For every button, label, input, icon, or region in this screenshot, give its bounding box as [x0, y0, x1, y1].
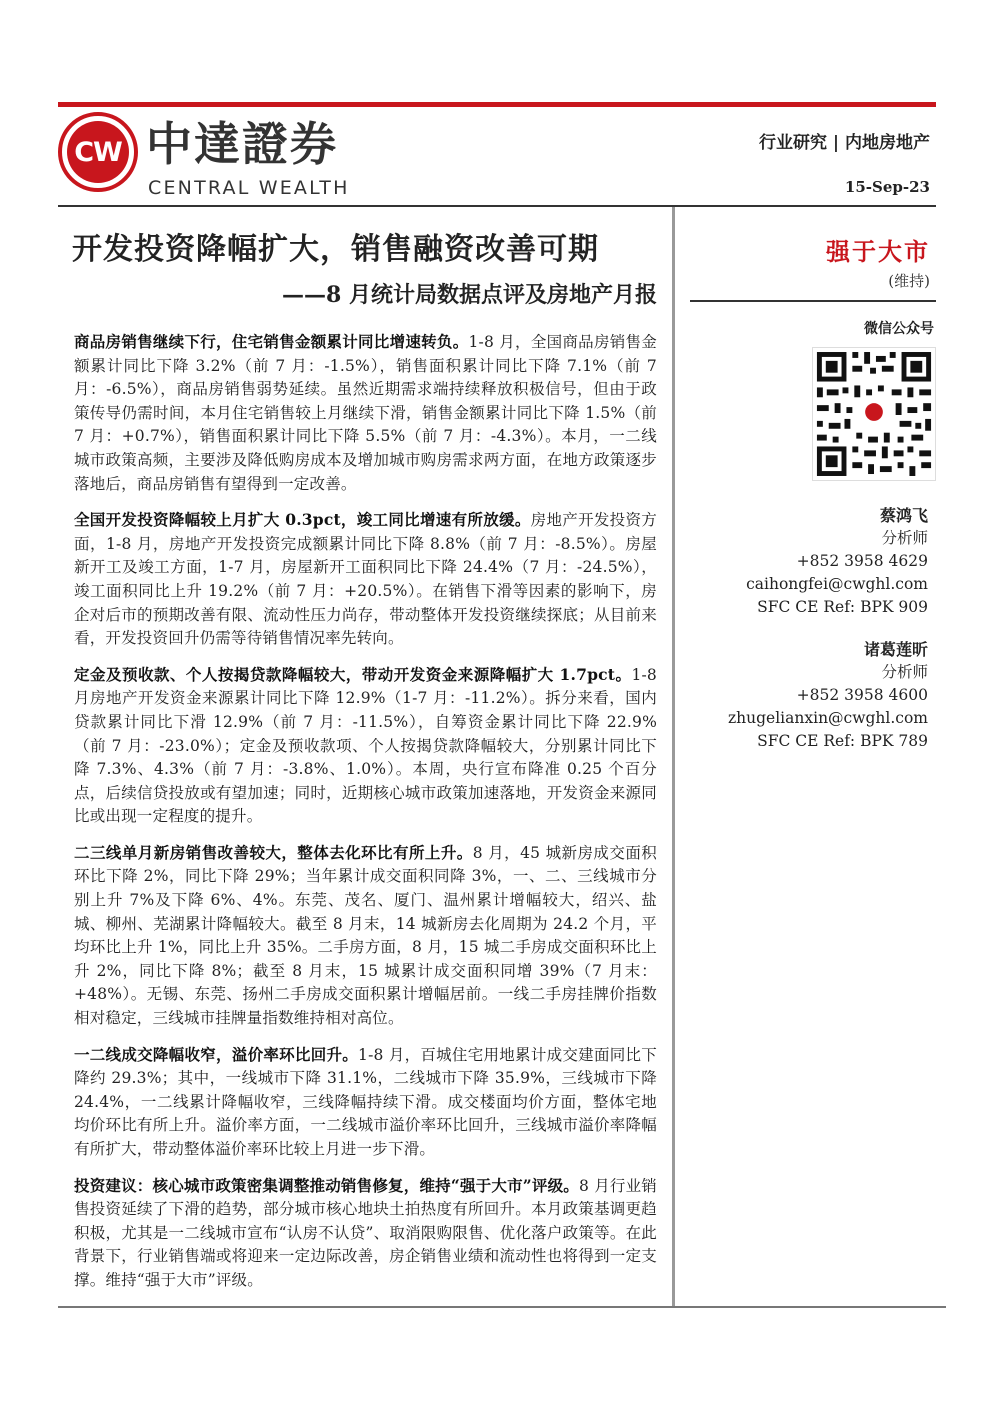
paragraph-lead: 二三线单月新房销售改善较大，整体去化环比有所上升。: [74, 842, 473, 862]
body-paragraph: [74, 330, 657, 496]
analyst-email[interactable]: caihongfei@cwghl.com: [746, 575, 928, 593]
analyst-title: 分析师: [881, 529, 928, 547]
body-paragraph: [74, 841, 657, 1031]
header-top-rule: [58, 102, 936, 107]
paragraph-text: 8 月，45 城新房成交面积环比下降 2%，同比下降 29%；当年累计成交面积同降 3%，一、二、三线城市分别上升 7%及下降 6%、4%。东莞、茂名、厦门、温州累计增幅较大，绍兴、盐城、柳州、芜湖累计降幅较大。截至 8 月末，14 城新房去化周期为 24.2 个月，平均环比上升 1%，同比上升 35%。二手房方面，8 月，15 城二手房成交面积环比上升 2%，同比下降 8%；截至 8 月末，15 城累计成交面积同增 39%（7 月末：+48%）。无锡、东莞、扬州二手房成交面积累计增幅居前。一线二手房挂牌价指数相对稳定，三线城市挂牌量指数维持相对高位。: [74, 843, 657, 1028]
analyst-card: [728, 638, 928, 753]
sidebar-divider: [690, 300, 936, 302]
logo-english-name: CENTRAL WEALTH: [148, 177, 350, 199]
paragraph-lead: 商品房销售继续下行，住宅销售金额累计同比增速转负。: [74, 332, 469, 351]
body-paragraph: [74, 508, 657, 651]
paragraph-text: 1-8 月，百城住宅用地累计成交建面同比下降约 29.3%；其中，一线城市下降 31.1%，二线城市下降 35.9%，三线城市下降 24.4%，一二线累计降幅收窄，三线降幅持续下滑。成交楼面均价方面，整体宅地均价环比有所上升。溢价率方面，一二线城市溢价率环比回升，三线城市溢价率降幅有所扩大，带动整体溢价率环比较上月进一步下滑。: [74, 1045, 657, 1158]
footer-divider: [58, 1306, 946, 1308]
paragraph-lead: 投资建议：核心城市政策密集调整推动销售修复，维持“强于大市”评级。: [74, 1175, 579, 1195]
analyst-name: 诸葛莲昕: [863, 640, 928, 659]
body-paragraph: [74, 1043, 657, 1162]
company-logo: [58, 112, 138, 192]
report-subtitle: ——8 月统计局数据点评及房地产月报: [282, 282, 657, 308]
rating-note: (维持): [888, 272, 930, 290]
report-category: 行业研究 | 内地房地产: [758, 133, 930, 153]
header-divider: [58, 205, 936, 207]
paragraph-text: 1-8 月，全国商品房销售金额累计同比下降 3.2%（前 7 月：-1.5%），销售面积累计同比下降 7.1%（前 7 月：-6.5%），商品房销售弱势延续。虽然近期需求端持续释放积极信号，但由于政策传导仍需时间，本月住宅销售较上月继续下滑，销售金额累计同比下降 1.5%（前 7 月：+0.7%），销售面积累计同比下降 5.5%（前 7 月：-4.3%）。本月，一二线城市政策高频，主要涉及降低购房成本及增加城市购房需求两方面，在地方政策逐步落地后，商品房销售有望得到一定改善。: [74, 333, 657, 493]
body-paragraph: [74, 1174, 657, 1293]
paragraph-text: 1-8 月房地产开发资金来源累计同比下降 12.9%（1-7 月：-11.2%）。拆分来看，国内贷款累计同比下滑 12.9%（前 7 月：-11.5%），自筹资金累计同比下降 22.9%（前 7 月：-23.0%）；定金及预收款项、个人按揭贷款降幅较大，分别累计同比下降 7.3%、4.3%（前 7 月：-3.8%、1.0%）。本周，央行宣布降准 0.25 个百分点，后续信贷投放或有望加速；同时，近期核心城市政策加速落地，开发资金来源同比或出现一定程度的提升。: [74, 665, 657, 826]
rating-label: 强于大市: [826, 237, 930, 266]
analyst-phone: +852 3958 4600: [796, 686, 928, 704]
wechat-qr-code: [812, 347, 936, 481]
paragraph-text: 8 月行业销售投资延续了下滑的趋势，部分城市核心地块土拍热度有所回升。本月政策基调更趋积极，尤其是一二线城市宣布“认房不认贷”、取消限购限售、优化落户政策等。在此背景下，行业销售端或将迎来一定边际改善，房企销售业绩和流动性也将得到一定支撑。维持“强于大市”评级。: [74, 1176, 657, 1289]
paragraph-lead: 全国开发投资降幅较上月扩大 0.3pct，竣工同比增速有所放缓。: [74, 510, 531, 530]
analyst-card: [746, 504, 928, 619]
report-title: 开发投资降幅扩大，销售融资改善可期: [72, 232, 599, 267]
logo-mark: CW: [67, 121, 129, 183]
paragraph-lead: 定金及预收款、个人按揭贷款降幅较大，带动开发资金来源降幅扩大 1.7pct。: [74, 664, 632, 684]
paragraph-lead: 一二线成交降幅收窄，溢价率环比回升。: [74, 1044, 359, 1064]
logo-chinese-name: 中達證券: [146, 117, 338, 171]
report-date: 15-Sep-23: [844, 178, 930, 196]
analyst-ref: SFC CE Ref: BPK 789: [757, 732, 928, 750]
analyst-title: 分析师: [881, 663, 928, 681]
analyst-email[interactable]: zhugelianxin@cwghl.com: [728, 709, 928, 727]
analyst-name: 蔡鸿飞: [879, 506, 928, 525]
analyst-ref: SFC CE Ref: BPK 909: [757, 598, 928, 616]
report-body: [74, 330, 657, 1305]
analyst-phone: +852 3958 4629: [796, 552, 928, 570]
body-paragraph: [74, 663, 657, 829]
column-divider: [672, 207, 675, 1308]
wechat-label: 微信公众号: [864, 321, 934, 337]
paragraph-text: 房地产开发投资方面，1-8 月，房地产开发投资完成额累计同比下降 8.8%（前 7 月：-8.5%）。房屋新开工及竣工方面，1-7 月，房屋新开工面积同比下降 24.4%（7 月：-24.5%），竣工面积同比上升 19.2%（前 7 月：+20.5%）。在销售下滑等因素的影响下，房企对后市的预期改善有限、流动性压力尚存，带动整体开发投资继续探底；从目前来看，开发投资回升仍需等待销售情况率先转向。: [74, 511, 658, 648]
